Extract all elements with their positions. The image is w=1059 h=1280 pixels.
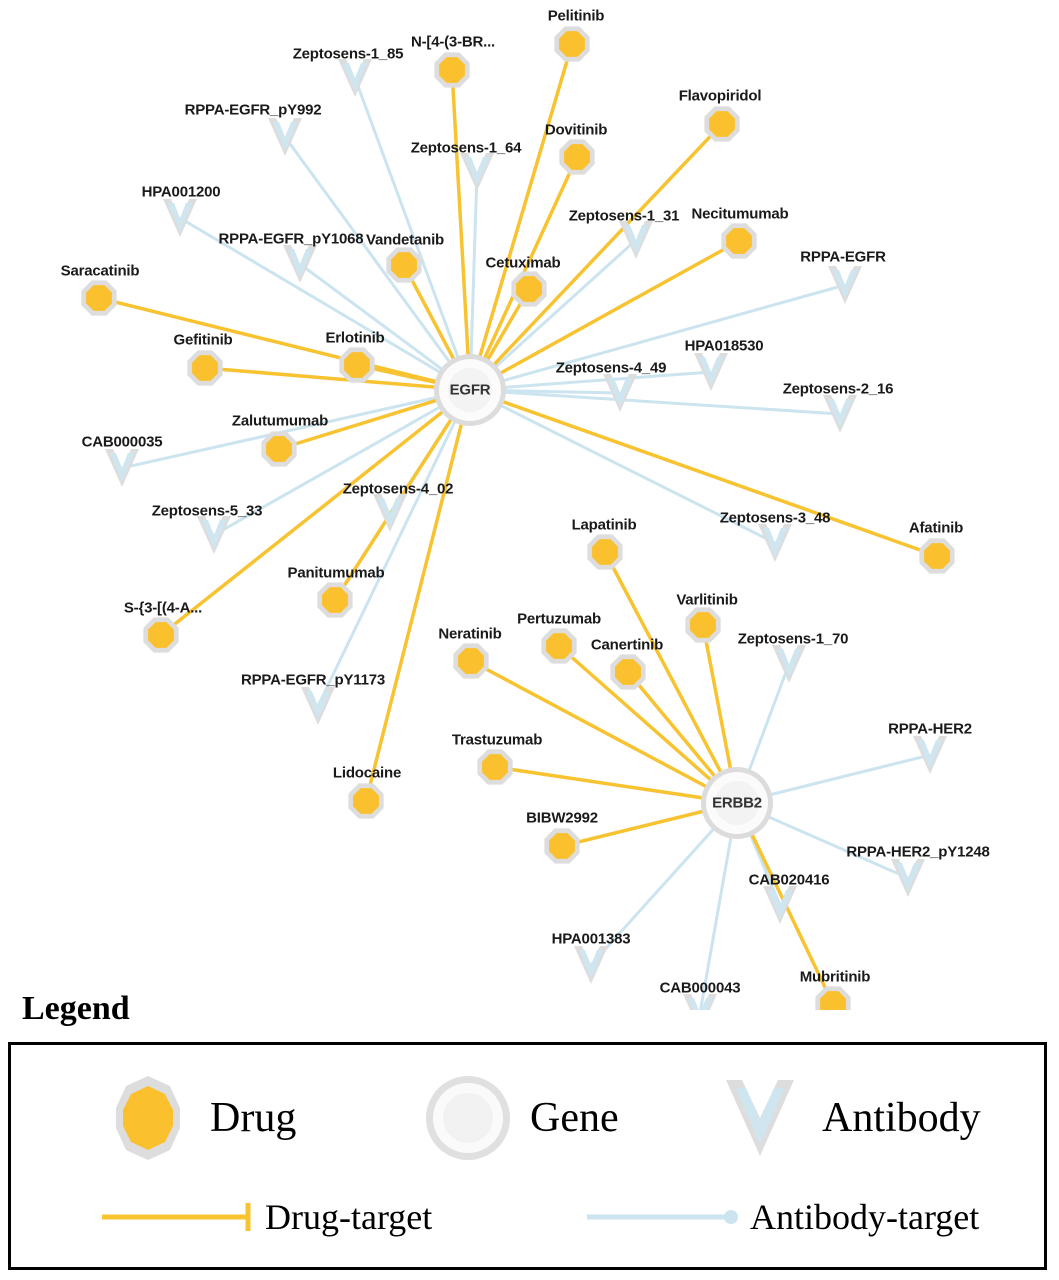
- drug-node-label: Cetuximab: [485, 254, 561, 272]
- antibody-node[interactable]: [338, 59, 372, 97]
- legend-title: Legend: [22, 990, 130, 1027]
- antibody-node-label: CAB020416: [748, 871, 830, 889]
- antibody-node-label: RPPA-EGFR_pY1173: [240, 671, 386, 689]
- antibody-node[interactable]: [772, 645, 806, 683]
- drug-node[interactable]: [261, 431, 296, 466]
- antibody-node[interactable]: [828, 266, 862, 304]
- antibody-node[interactable]: [619, 221, 653, 259]
- antibody-node-label: RPPA-EGFR: [800, 248, 886, 266]
- antibody-node[interactable]: [574, 946, 608, 984]
- antibody-node-label: RPPA-HER2: [888, 720, 972, 738]
- drug-target-edge: [470, 390, 937, 556]
- drug-node[interactable]: [348, 783, 383, 818]
- legend-antibody: [712, 1070, 981, 1166]
- legend-drug-label: Drug: [210, 1095, 297, 1141]
- gene-node-label: EGFR: [449, 381, 491, 399]
- gene-icon: [420, 1070, 516, 1166]
- antibody-node-label: Zeptosens-1_85: [292, 45, 404, 63]
- drug-node-label: Lapatinib: [571, 516, 637, 534]
- drug-node-label: BIBW2992: [526, 809, 598, 827]
- drug-node-label: S-{3-[(4-A...: [123, 599, 203, 617]
- antibody-node[interactable]: [268, 118, 302, 156]
- antibody-icon: [712, 1070, 808, 1166]
- drug-node-label: Necitumumab: [691, 205, 789, 223]
- antibody-node-label: RPPA-EGFR_pY992: [184, 101, 322, 119]
- drug-icon: [100, 1070, 196, 1166]
- antibody-node[interactable]: [301, 687, 335, 725]
- drug-node[interactable]: [143, 617, 178, 652]
- drug-node-label: N-[4-(3-BR...: [410, 33, 496, 51]
- drug-node[interactable]: [815, 986, 850, 1010]
- drug-node-label: Afatinib: [908, 519, 964, 537]
- antibody-node-label: HPA001200: [141, 183, 221, 201]
- drug-node-label: Panitumumab: [287, 564, 385, 582]
- drug-node-label: Trastuzumab: [451, 731, 543, 749]
- legend-drug-target: [100, 1196, 432, 1238]
- drug-node-label: Lidocaine: [332, 764, 402, 782]
- drug-node[interactable]: [704, 106, 739, 141]
- drug-node-label: Saracatinib: [60, 262, 140, 280]
- drug-target-edge: [452, 70, 470, 390]
- drug-node[interactable]: [610, 654, 645, 689]
- drug-node[interactable]: [477, 749, 512, 784]
- legend-symbols-row: [0, 1070, 1059, 1180]
- drug-node[interactable]: [721, 223, 756, 258]
- antibody-node-label: Zeptosens-4_49: [555, 359, 667, 377]
- drug-node[interactable]: [453, 643, 488, 678]
- antibody-target-edge-icon: [585, 1197, 740, 1237]
- legend-gene-label: Gene: [530, 1095, 619, 1141]
- antibody-node-label: HPA018530: [684, 337, 764, 355]
- antibody-node[interactable]: [891, 859, 925, 897]
- antibody-node-label: CAB000043: [659, 979, 741, 997]
- antibody-node-label: RPPA-HER2_pY1248: [846, 843, 990, 861]
- antibody-node[interactable]: [197, 516, 231, 554]
- drug-node[interactable]: [559, 139, 594, 174]
- antibody-node[interactable]: [758, 524, 792, 562]
- drug-node-label: Neratinib: [438, 625, 502, 643]
- legend-gene: [420, 1070, 619, 1166]
- antibody-node-label: Zeptosens-5_33: [151, 502, 263, 520]
- drug-node-label: Flavopiridol: [678, 87, 762, 105]
- drug-node-label: Vandetanib: [365, 231, 445, 249]
- antibody-node[interactable]: [105, 449, 139, 487]
- drug-node[interactable]: [434, 52, 469, 87]
- drug-node-label: Erlotinib: [325, 329, 385, 347]
- drug-node-label: Pelitinib: [547, 7, 605, 25]
- drug-node-label: Pertuzumab: [517, 610, 601, 628]
- antibody-node[interactable]: [163, 199, 197, 237]
- legend-drug: [100, 1070, 296, 1166]
- antibody-node[interactable]: [283, 245, 317, 283]
- legend-drug-target-label: Drug-target: [265, 1197, 433, 1237]
- drug-target-edge-icon: [100, 1197, 255, 1237]
- antibody-target-edge: [318, 390, 470, 706]
- drug-node[interactable]: [386, 247, 421, 282]
- drug-node[interactable]: [339, 347, 374, 382]
- drug-node-label: Mubritinib: [799, 968, 871, 986]
- drug-node[interactable]: [587, 534, 622, 569]
- drug-node[interactable]: [544, 828, 579, 863]
- legend-edges-row: [0, 1196, 1059, 1256]
- legend-antibody-target-label: Antibody-target: [750, 1197, 980, 1237]
- antibody-node-label: CAB000035: [81, 433, 163, 451]
- antibody-node-label: Zeptosens-1_31: [568, 207, 680, 225]
- drug-node[interactable]: [554, 26, 589, 61]
- antibody-node[interactable]: [373, 494, 407, 532]
- antibody-node-label: HPA001383: [551, 930, 631, 948]
- antibody-node-label: Zeptosens-1_64: [410, 139, 522, 157]
- drug-node[interactable]: [317, 582, 352, 617]
- antibody-node-label: Zeptosens-2_16: [782, 380, 894, 398]
- drug-node-label: Varlitinib: [676, 591, 738, 609]
- drug-node[interactable]: [511, 271, 546, 306]
- antibody-node[interactable]: [913, 736, 947, 774]
- drug-node[interactable]: [187, 350, 222, 385]
- antibody-node[interactable]: [460, 153, 494, 191]
- legend-antibody-label: Antibody: [822, 1095, 981, 1141]
- drug-node-label: Gefitinib: [173, 331, 233, 349]
- drug-node-label: Dovitinib: [544, 121, 608, 139]
- drug-node-label: Canertinib: [590, 636, 664, 654]
- gene-node-label: ERBB2: [712, 794, 762, 812]
- drug-node[interactable]: [541, 628, 576, 663]
- drug-node[interactable]: [685, 607, 720, 642]
- antibody-node-label: Zeptosens-1_70: [737, 630, 849, 648]
- drug-node-label: Zalutumumab: [231, 412, 329, 430]
- drug-node[interactable]: [81, 280, 116, 315]
- legend-antibody-target: [585, 1196, 979, 1238]
- antibody-node-label: RPPA-EGFR_pY1068: [218, 230, 364, 248]
- antibody-node-label: Zeptosens-4_02: [342, 480, 454, 498]
- antibody-node-label: Zeptosens-3_48: [719, 509, 831, 527]
- drug-node[interactable]: [919, 538, 954, 573]
